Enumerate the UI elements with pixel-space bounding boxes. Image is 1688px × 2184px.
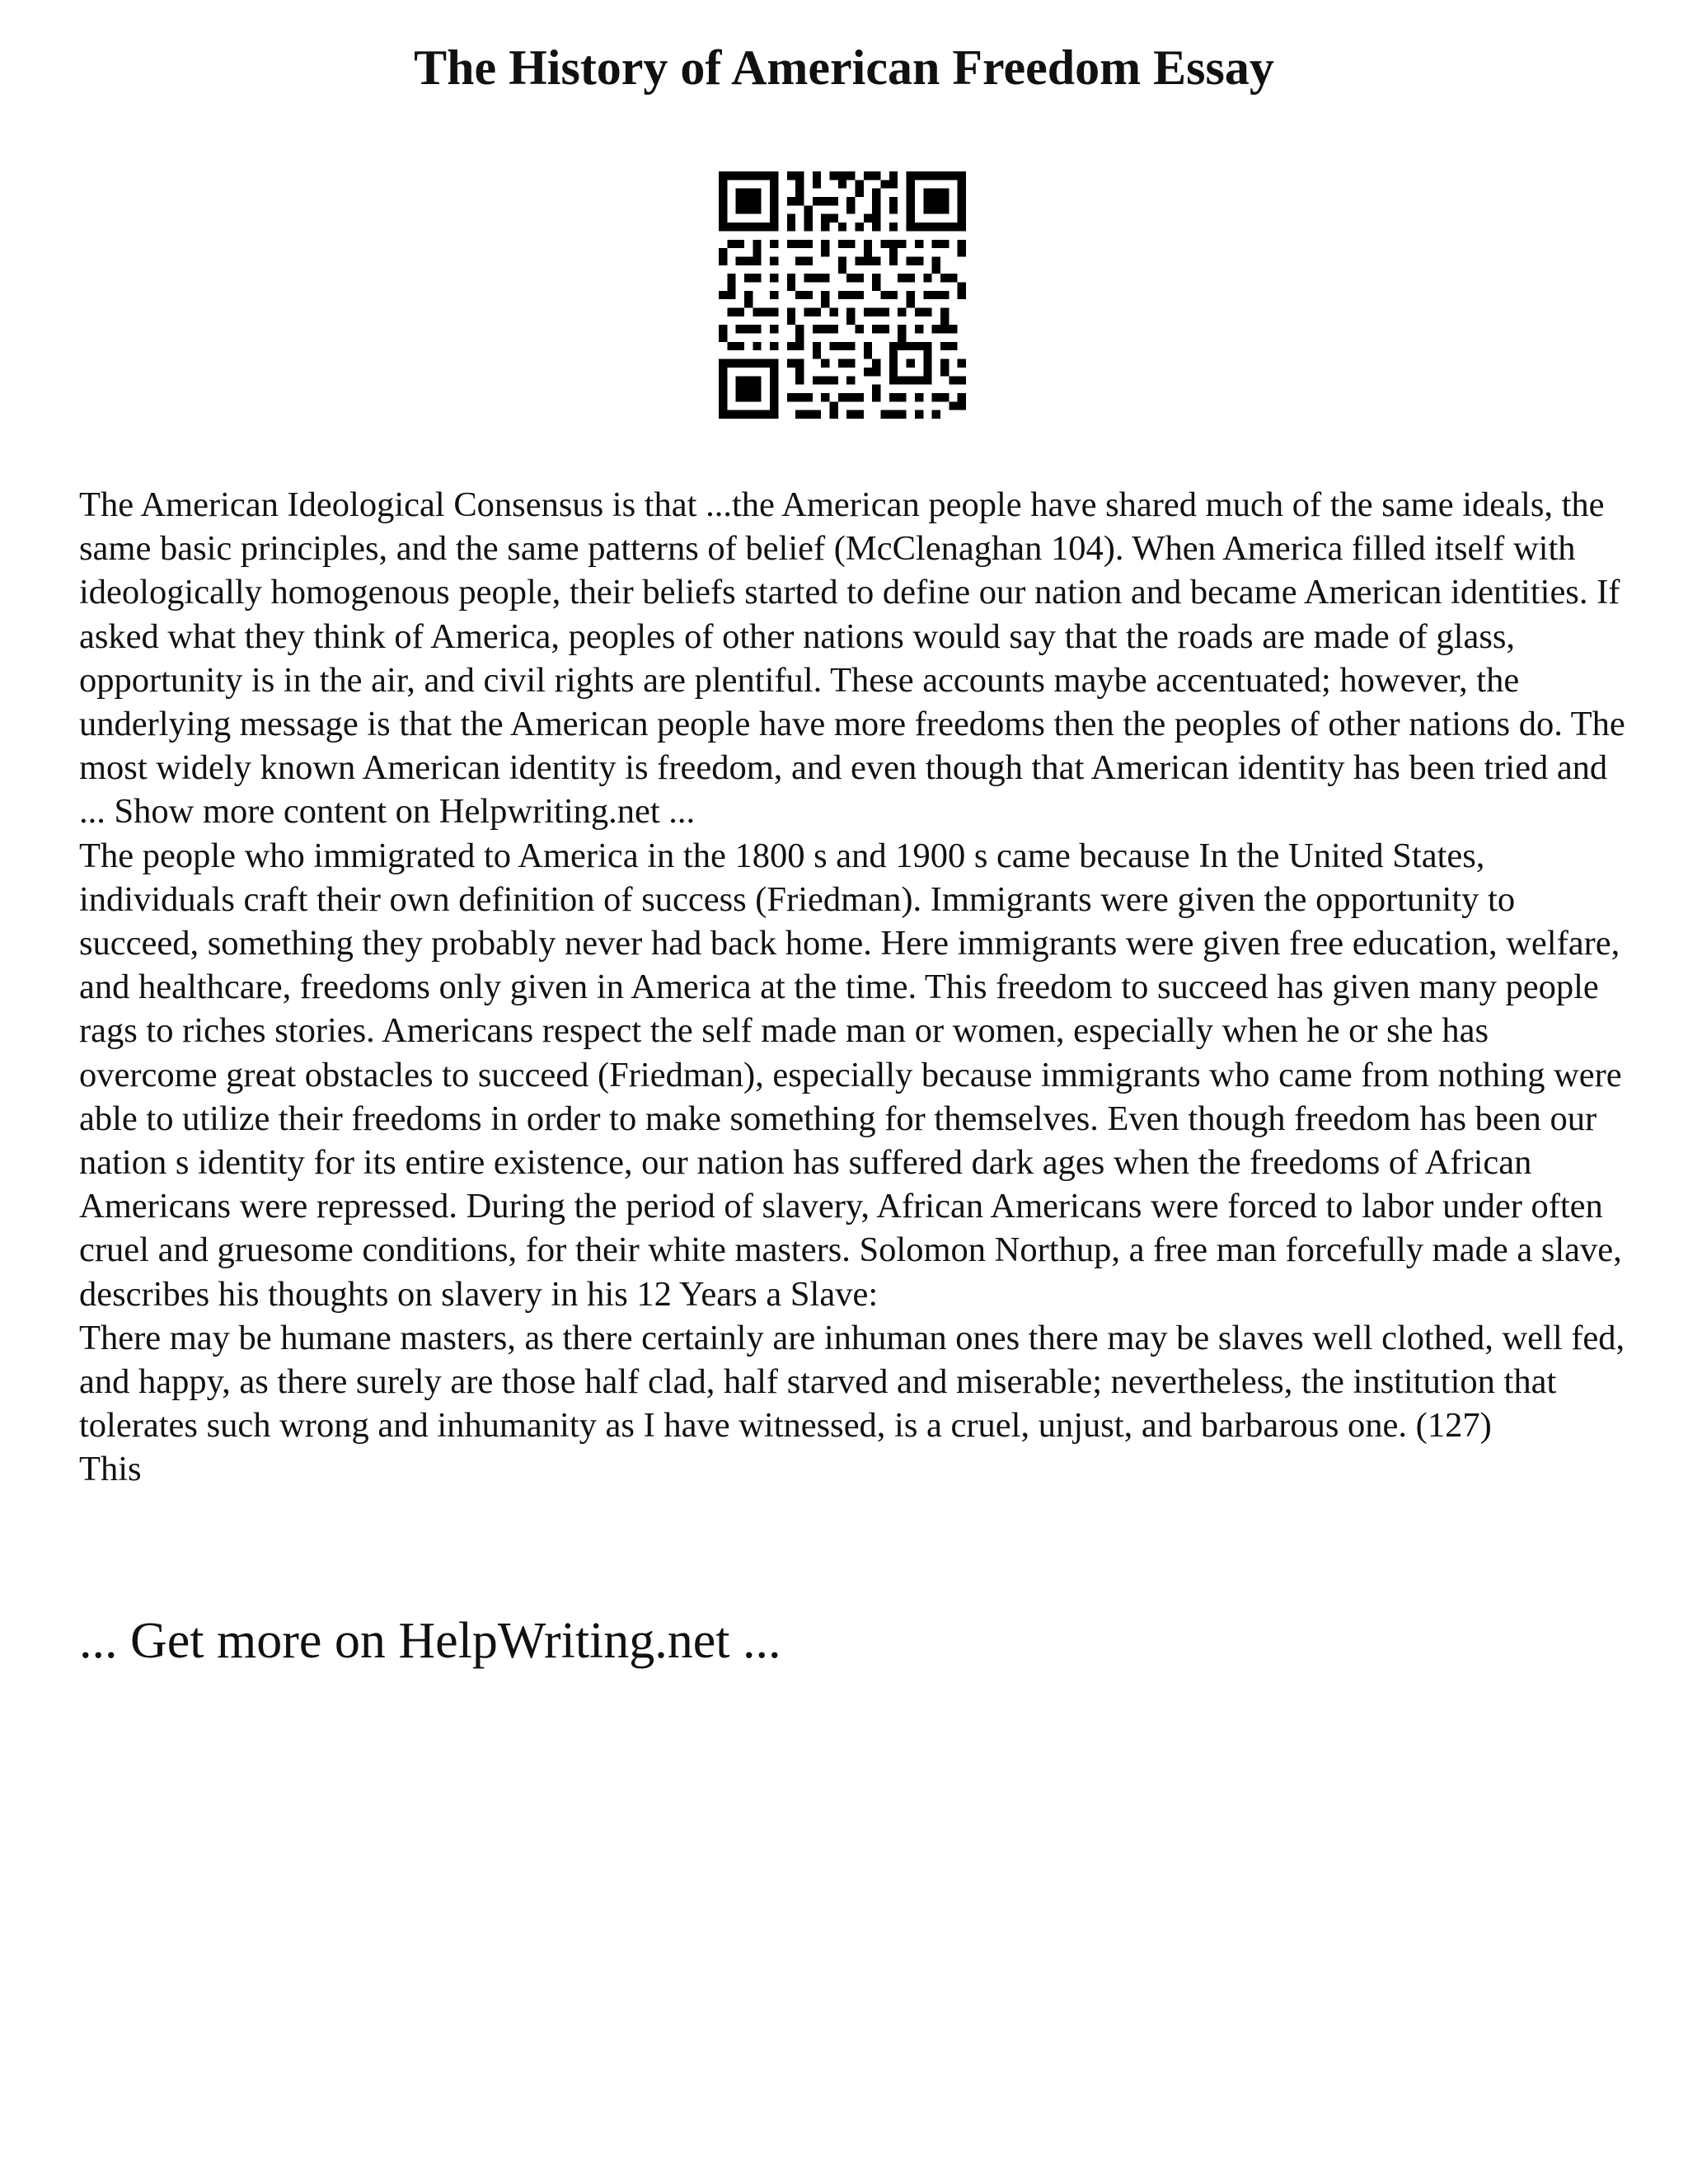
page-title: The History of American Freedom Essay [414, 40, 1274, 95]
essay-body [79, 483, 1629, 1492]
essay-paragraph: The people who immigrated to America in the 1800 s and 1900 s came because In the United States, individuals craft their own definition of success (Friedman). Immigrants were given the opportunity to succeed, something they probably never had back home. Here immigrants were given free education, welfare, and healthcare, freedoms only given in America at the time. This freedom to succeed has given many people rags to riches stories. Americans respect the self made man or women, especially when he or she has overcome great obstacles to succeed (Friedman), especially because immigrants who came from nothing were able to utilize their freedoms in order to make something for themselves. Even though freedom has been our nation s identity for its entire existence, our nation has suffered dark ages when the freedoms of African Americans were repressed. During the period of slavery, African Americans were forced to labor under often cruel and gruesome conditions, for their white masters. Solomon Northup, a free man forcefully made a slave, describes his thoughts on slavery in his 12 Years a Slave: [79, 836, 1622, 1314]
essay-paragraph-fragment: This [79, 1450, 142, 1489]
essay-paragraph: The American Ideological Consensus is that ...the American people have shared much of the same ideals, the same basic principles, and the same patterns of belief (McClenaghan 104). When America filled itself with ideologically homogenous people, their beliefs started to define our nation and became American identities. If asked what they think of America, peoples of other nations would say that the roads are made of glass, opportunity is in the air, and civil rights are plentiful. These accounts maybe accentuated; however, the underlying message is that the American people have more freedoms then the peoples of other nations do. The most widely known American identity is freedom, and even though that American identity has been tried and ... Show more content on Helpwriting.net ... [79, 485, 1625, 832]
essay-quote-paragraph: There may be humane masters, as there certainly are inhuman ones there may be slaves well clothed, well fed, and happy, as there surely are those half clad, half starved and miserable; nevertheless, the institution that tolerates such wrong and inhumanity as I have witnessed, is a cruel, unjust, and barbarous one. (127) [79, 1318, 1625, 1446]
qr-code-icon [719, 171, 966, 419]
get-more-link[interactable]: ... Get more on HelpWriting.net ... [79, 1613, 781, 1669]
